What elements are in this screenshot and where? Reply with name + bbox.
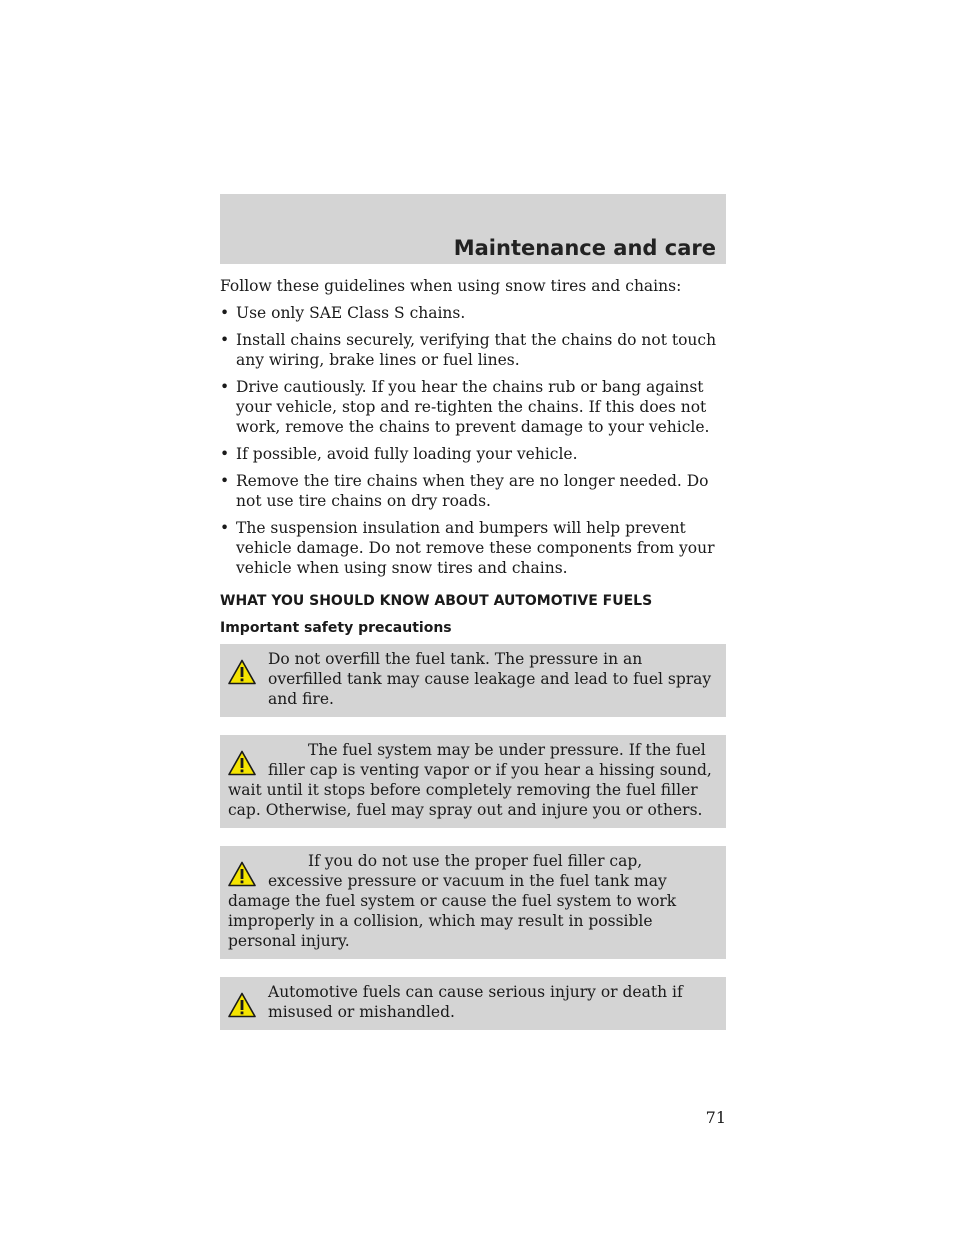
list-item [220,303,726,323]
warning-triangle-icon [228,750,256,776]
list-item [220,518,726,578]
list-item [220,471,726,511]
list-item-text: Use only SAE Class S chains. [236,304,466,322]
page-number: 71 [705,1108,726,1127]
list-item [220,444,726,464]
list-item [220,377,726,437]
warning-triangle-icon [228,861,256,887]
warning-text: The fuel system may be under pressure. If the fuel filler cap is venting vapor or if you hear a hissing sound, wait until it stops before completely removing the fuel filler cap. Otherwise, fuel may spray out and injure you or others. [228,741,712,819]
list-item-text: Install chains securely, verifying that the chains do not touch any wiring, brake lines or fuel lines. [236,331,717,369]
bullet-mark: • [220,519,230,537]
warning-box [220,977,726,1030]
bullet-mark: • [220,304,230,322]
section-header-band [220,194,726,264]
section-heading: WHAT YOU SHOULD KNOW ABOUT AUTOMOTIVE FUELS [220,593,653,609]
bullet-mark: • [220,378,230,396]
warning-text: If you do not use the proper fuel filler cap, excessive pressure or vacuum in the fuel tank may damage the fuel system or cause the fuel system to work improperly in a collision, which may result in possible personal injury. [228,852,677,950]
warning-triangle-icon [228,659,256,685]
bullet-mark: • [220,445,230,463]
list-item-text: Remove the tire chains when they are no longer needed. Do not use tire chains on dry roads. [236,472,709,510]
bullet-mark: • [220,472,230,490]
bullet-mark: • [220,331,230,349]
warning-text: Automotive fuels can cause serious injury or death if misused or mishandled. [268,983,683,1021]
list-item-text: Drive cautiously. If you hear the chains rub or bang against your vehicle, stop and re-tighten the chains. If this does not work, remove the chains to prevent damage to your vehicle. [236,378,710,436]
warning-box [220,644,726,717]
list-item-text: The suspension insulation and bumpers will help prevent vehicle damage. Do not remove these components from your vehicle when using snow tires and chains. [236,519,715,577]
warning-text: Do not overfill the fuel tank. The pressure in an overfilled tank may cause leakage and lead to fuel spray and fire. [268,650,712,708]
subheading: Important safety precautions [220,620,452,636]
intro-paragraph: Follow these guidelines when using snow tires and chains: [220,277,682,295]
list-item-text: If possible, avoid fully loading your vehicle. [236,445,578,463]
section-title: Maintenance and care [453,236,716,260]
list-item [220,330,726,370]
warning-box [220,735,726,828]
snow-chain-guidelines-list [220,303,726,578]
warning-triangle-icon [228,992,256,1018]
page-content [220,276,726,1048]
warning-box [220,846,726,959]
